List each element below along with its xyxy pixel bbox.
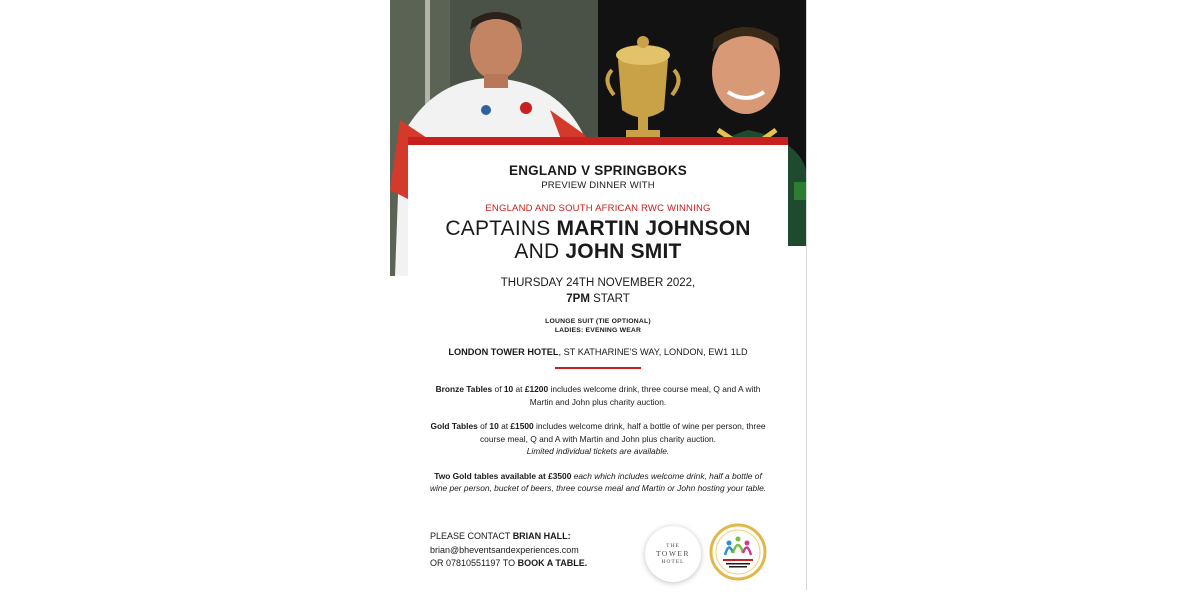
dress-code-men: LOUNGE SUIT (TIE OPTIONAL) (545, 318, 651, 325)
event-venue: LONDON TOWER HOTEL, ST KATHARINE'S WAY, LONDON, EW1 1LD (448, 347, 748, 357)
bronze-tables-offer: Bronze Tables of 10 at £1200 includes welcome drink, three course meal, Q and A with Martin and John plus charity auction. (435, 384, 761, 407)
gold-tables-offer: Gold Tables of 10 at £1500 includes welcome drink, half a bottle of wine per person, three course meal, Q and A with Martin and John plus charity auction. Limited individual tickets are available. (430, 421, 766, 456)
event-subtitle: PREVIEW DINNER WITH (541, 180, 655, 191)
bh-events-logo (709, 523, 767, 581)
event-time: 7PM START (566, 293, 630, 305)
event-title: ENGLAND V SPRINGBOKS (508, 163, 688, 178)
event-poster (390, 0, 807, 590)
event-details-card (408, 137, 788, 598)
captains-heading (408, 217, 788, 263)
captains-line-2: AND JOHN SMIT (514, 240, 682, 263)
bh-events-emblem (709, 523, 767, 581)
event-datetime (408, 275, 788, 307)
captains-line-1: CAPTAINS MARTIN JOHNSON (445, 217, 751, 240)
contact-info (430, 530, 587, 571)
contact-name-line: PLEASE CONTACT BRIAN HALL: (430, 531, 571, 541)
contact-phone-line: OR 07810551197 TO BOOK A TABLE. (430, 558, 588, 568)
event-tagline: ENGLAND AND SOUTH AFRICAN RWC WINNING (485, 203, 711, 214)
premium-gold-offer: Two Gold tables available at £3500 each which includes welcome drink, half a bottle of wine per person, bucket of beers, three course meal and Martin or John hosting your table. (429, 470, 767, 493)
contact-email[interactable]: brian@bheventsandexperiences.com (430, 544, 579, 555)
dress-code-ladies: LADIES: EVENING WEAR (554, 327, 642, 334)
individual-tickets-note: Limited individual tickets are available. (526, 446, 670, 456)
event-date: THURSDAY 24TH NOVEMBER 2022, (500, 277, 696, 289)
section-divider (555, 367, 641, 369)
dress-code (408, 317, 788, 335)
tower-hotel-logo: THE TOWER HOTEL (645, 526, 701, 582)
